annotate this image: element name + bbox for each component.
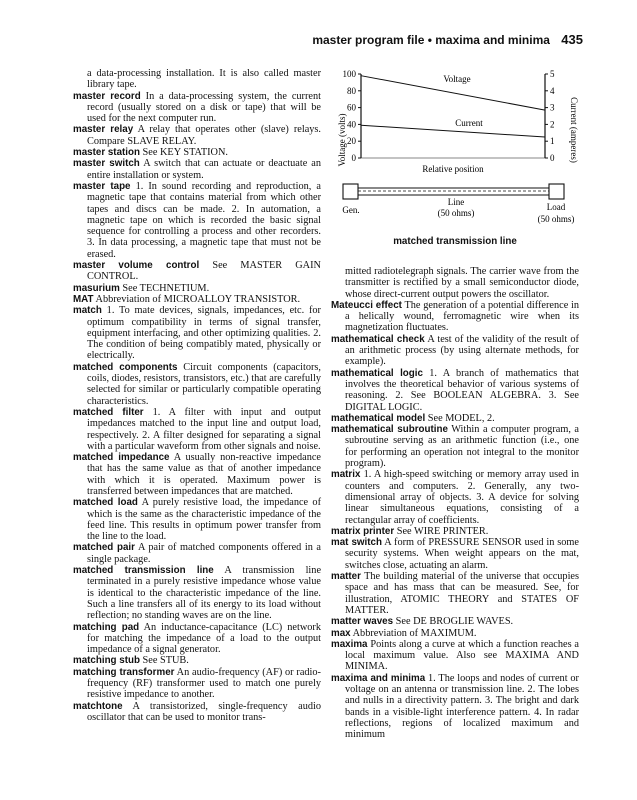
entry-term: maxima and minima [331, 672, 426, 684]
load-box [549, 184, 564, 199]
dictionary-entry [73, 542, 321, 565]
entry-definition: 1. A filter with input and output impedances matched to the input line and output load, respectively. 2. A filter designed for separating a signal with a particular waveform from other signals and noise. [87, 406, 321, 452]
left-tick-label: 40 [347, 119, 356, 130]
entry-definition: The generation of a potential difference in a helically wound, ferromagnetic wire when its magnetization fluctuates. [345, 299, 580, 334]
dictionary-entry [331, 334, 579, 368]
entry-definition: 1. A branch of mathematics that involves the theoretical behavior of various systems of reasoning. 2. See BOOLEAN ALGEBRA. 3. See DIGITAL LOGIC. [345, 367, 579, 413]
entry-term: matter [331, 571, 361, 583]
entry-definition: 1. In sound recording and reproduction, a magnetic tape that contains material from which other tapes and discs can be made. 2. In automation, a magnetic tape on which is recorded the basic signal sequence for controlling a process and other recorders. 3. In data processing, a magnetic tape that must not be erased. [87, 180, 321, 260]
left-column [73, 68, 321, 723]
entry-term: matched pair [73, 542, 135, 554]
matched-transmission-line-figure [331, 60, 581, 236]
entry-term: master tape [73, 180, 131, 192]
tick-marks [358, 74, 548, 158]
entry-definition: See MASTER GAIN CONTROL. [87, 260, 321, 283]
left-tick-label: 20 [347, 136, 356, 147]
right-axis-label: Current (amperes) [569, 97, 579, 163]
load-label: Load [546, 202, 566, 212]
dictionary-entry [73, 283, 321, 294]
entry-term: master switch [73, 158, 140, 170]
entry-term: mathematical check [331, 333, 425, 345]
entry-term: matching transformer [73, 666, 175, 678]
current-series-line [361, 125, 545, 137]
right-tick-label: 3 [550, 102, 555, 113]
left-tick-label: 100 [342, 69, 356, 79]
entry-term: master station [73, 147, 140, 159]
entry-definition: A purely resistive load, the impedance of which is the same as the characteristic impedance of the feed line. This results in optimum power transfer from the line to the load. [87, 497, 322, 543]
right-tick-label: 4 [550, 85, 555, 96]
right-tick-label: 1 [550, 136, 555, 147]
entry-term: master volume control [73, 260, 200, 272]
entry-term: mathematical model [331, 412, 426, 424]
left-axis-label: Voltage (volts) [337, 113, 347, 167]
entry-definition: See KEY STATION. [142, 147, 228, 159]
entry-term: matched load [73, 497, 138, 509]
entry-definition: Points along a curve at which a function reaches a local maximum value. Also see MAXIMA AND MINIMA. [345, 638, 579, 673]
page-number: 435 [561, 32, 583, 47]
dictionary-entry [331, 639, 579, 673]
dictionary-entry [73, 655, 321, 666]
entry-definition: A test of the validity of the result of an arithmetic process (by using alternate methods, for example). [345, 333, 579, 368]
entry-definition: Within a computer program, a subroutine serving as an arithmetic function (i.e., one for performing an operation not integral to the monitor program). [345, 424, 579, 470]
right-entries [331, 300, 579, 741]
line-impedance: (50 ohms) [437, 208, 475, 218]
voltage-series-label: Voltage [443, 74, 471, 84]
header-title: master program file • maxima and minima [312, 33, 550, 47]
dictionary-entry [331, 424, 579, 469]
entry-term: matched filter [73, 406, 144, 418]
dictionary-entry [331, 616, 579, 627]
entry-definition: 1. A high-speed switching or memory array used in counters and computers. 2. Generally, any two-dimensional array of objects. 3. A device for solving linear simultaneous equations, consisting of a rectangular array of coefficients. [345, 469, 580, 526]
right-tick-label: 0 [550, 153, 555, 163]
dictionary-entry [331, 413, 579, 424]
entry-definition: A transmission line terminated in a purely resistive impedance whose value is identical to the characteristic impedance of the line. Such a line transfers all of its energy to its load without reflection; no standing waves are on the line. [87, 565, 322, 622]
entry-term: matrix [331, 469, 361, 481]
dictionary-entry [73, 452, 321, 497]
entry-definition: See MODEL, 2. [427, 412, 495, 424]
dictionary-entry [73, 124, 321, 147]
dictionary-entry [331, 571, 579, 616]
entry-definition: See DE BROGLIE WAVES. [395, 616, 514, 628]
dictionary-entry [331, 368, 579, 413]
dictionary-entry [73, 158, 321, 181]
dictionary-entry [331, 673, 579, 741]
dictionary-entry [331, 526, 579, 537]
entry-term: max [331, 627, 351, 639]
entry-term: match [73, 305, 102, 317]
entry-term: matched transmission line [73, 565, 214, 577]
right-tick-label: 5 [550, 69, 555, 79]
dictionary-entry [73, 622, 321, 656]
entry-definition: See TECHNETIUM. [122, 282, 210, 294]
entry-term: mathematical logic [331, 367, 423, 379]
entry-term: matched impedance [73, 452, 170, 464]
current-series-label: Current [455, 118, 483, 128]
dictionary-entry [73, 147, 321, 158]
dictionary-entry [73, 362, 321, 407]
entry-definition: An inductance-capacitance (LC) network for matching the impedance of a load to the output impedance of a signal generator. [87, 621, 321, 656]
entry-definition: Abbreviation of MICROALLOY TRANSISTOR. [95, 293, 301, 305]
dictionary-entry [331, 300, 579, 334]
entry-definition: The building material of the universe that occupies space and has mass that can be measured. See, for illustration, ATOMIC THEORY and STATES OF MATTER. [345, 571, 580, 616]
entry-definition: A relay that operates other (slave) relays. Compare SLAVE RELAY. [87, 124, 322, 147]
x-axis-label: Relative position [422, 164, 484, 174]
dictionary-entry [331, 628, 579, 639]
entry-term: master relay [73, 124, 134, 136]
dictionary-entry [73, 294, 321, 305]
dictionary-entry [331, 537, 579, 571]
left-entries [73, 91, 321, 724]
entry-term: MAT [73, 293, 94, 305]
entry-definition: A transistorized, single-frequency audio oscillator that can be used to monitor trans- [87, 700, 322, 723]
entry-term: mathematical subroutine [331, 424, 448, 436]
entry-term: matching pad [73, 621, 140, 633]
dictionary-entry [73, 260, 321, 283]
entry-term: matrix printer [331, 525, 395, 537]
entry-definition: An audio-frequency (AF) or radio-frequency (RF) transformer used to match one purely resistive impedance to another. [87, 666, 321, 701]
right-column [331, 266, 579, 740]
continued-text: mitted radiotelegraph signals. The carrier wave from the transmitter is rectified by a small semiconductor diode, whose direct-current output powers the oscillator. [345, 266, 579, 300]
running-header [312, 32, 583, 47]
entry-definition: A switch that can actuate or deactuate an entire installation or system. [87, 158, 321, 181]
generator-label: Gen. [342, 205, 360, 215]
left-tick-label: 0 [351, 153, 356, 163]
line-label: Line [447, 197, 465, 207]
dictionary-entry [73, 497, 321, 542]
entry-term: master record [73, 90, 141, 102]
entry-definition: Abbreviation of MAXIMUM. [352, 627, 477, 639]
continued-text: a data-processing installation. It is also called master library tape. [87, 68, 321, 91]
generator-box [343, 184, 358, 199]
entry-term: matching stub [73, 655, 140, 667]
dictionary-entry [73, 701, 321, 724]
entry-definition: A usually non-reactive impedance that has the same value as that of another impedance with which it is operated. Maximum power is transferred between impedances that are matched. [87, 452, 321, 497]
load-impedance: (50 ohms) [537, 214, 575, 224]
entry-term: mat switch [331, 537, 382, 549]
entry-definition: 1. The loops and nodes of current or voltage on an antenna or transmission line. 2. The lobes and nulls in a directivity pattern. 3. The bright and dark bands in a visible-light interference pattern. 4. In radar reflections, regions of localized maximum and minimum [345, 672, 579, 741]
dictionary-entry [331, 469, 579, 525]
left-tick-label: 80 [347, 85, 356, 96]
entry-definition: A form of PRESSURE SENSOR used in some security systems. When weight appears on the mat, switches close, actuating an alarm. [345, 537, 579, 571]
entry-definition: 1. To mate devices, signals, impedances, etc. for optimum compatibility in terms of signal transfer, equipment interfacing, and other optimizing qualities. 2. The condition of being compatibly mated, physically or electrically. [87, 305, 321, 362]
left-tick-label: 60 [347, 102, 356, 113]
entry-term: matched components [73, 361, 178, 373]
dictionary-entry [73, 181, 321, 260]
entry-term: masurium [73, 282, 120, 294]
right-tick-label: 2 [550, 119, 555, 130]
dictionary-entry [73, 305, 321, 361]
entry-term: Mateucci effect [331, 299, 402, 311]
entry-definition: See WIRE PRINTER. [396, 525, 489, 537]
entry-definition: In a data-processing system, the current record (usually stored on a disk or tape) that will be used for the next computer run. [87, 90, 321, 125]
entry-definition: A pair of matched components offered in a single package. [87, 542, 321, 565]
dictionary-entry [73, 407, 321, 452]
dictionary-entry [73, 565, 321, 621]
entry-definition: Circuit components (capacitors, coils, diodes, resistors, transistors, etc.) that are carefully selected for similar or particularly compatible operating characteristics. [87, 361, 321, 407]
dictionary-entry [73, 91, 321, 125]
entry-term: maxima [331, 638, 368, 650]
entry-term: matchtone [73, 700, 123, 712]
dictionary-entry [73, 667, 321, 701]
entry-term: matter waves [331, 616, 394, 628]
entry-definition: See STUB. [142, 655, 189, 667]
figure-caption: matched transmission line [393, 236, 517, 247]
right-tick-labels [550, 69, 555, 163]
